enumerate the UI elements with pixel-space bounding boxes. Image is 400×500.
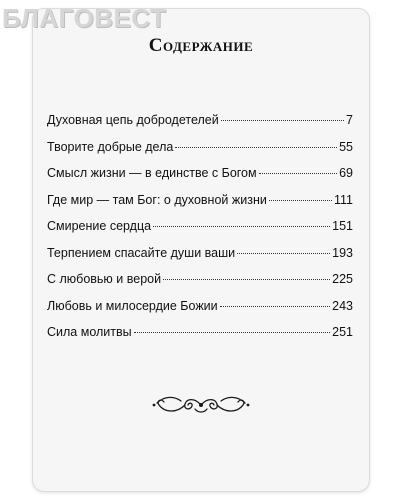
- toc-entry-title: Смирение сердца: [47, 219, 152, 233]
- toc-entry-title: С любовью и верой: [47, 272, 162, 286]
- dot-leader: [175, 147, 337, 148]
- toc-entry-page: 243: [332, 298, 353, 313]
- toc-entry-page: 225: [332, 272, 353, 286]
- toc-entry: [47, 325, 353, 352]
- toc-entry-page: 251: [332, 325, 353, 339]
- dot-leader: [269, 200, 332, 201]
- toc-entry: [47, 272, 353, 299]
- dot-leader: [220, 306, 330, 307]
- toc-entry-page: 151: [332, 219, 353, 233]
- watermark-logo: БЛАГОВЕСТ: [2, 3, 167, 33]
- toc-entry: [47, 219, 353, 246]
- toc-entry: [47, 113, 353, 140]
- dot-leader: [163, 279, 330, 280]
- dot-leader: [259, 173, 337, 174]
- toc-entry-title: Где мир — там Бог: о духовной жизни: [47, 192, 267, 207]
- toc-entry-page: 55: [339, 139, 353, 154]
- toc-entry: [47, 246, 353, 273]
- toc-entry-page: 69: [339, 166, 353, 180]
- toc-entry-title: Терпением спасайте души ваши: [47, 245, 236, 260]
- toc-entry-page: 7: [346, 113, 353, 127]
- toc-entry-title: Творите добрые дела: [47, 139, 174, 154]
- toc-entry-title: Любовь и милосердие Божии: [47, 298, 218, 313]
- page-title: Содержание: [148, 35, 254, 56]
- toc-entry: [47, 299, 353, 326]
- dot-leader: [134, 332, 331, 333]
- flourish-ornament-icon: [151, 393, 251, 417]
- toc-entry: [47, 193, 353, 220]
- table-of-contents: [47, 113, 353, 352]
- dot-leader: [221, 120, 344, 121]
- toc-entry-title: Смысл жизни — в единстве с Богом: [47, 166, 257, 180]
- dot-leader: [153, 226, 330, 227]
- dot-leader: [237, 253, 330, 254]
- toc-entry-page: 193: [332, 245, 353, 260]
- toc-entry: [47, 140, 353, 167]
- toc-entry-title: Сила молитвы: [47, 325, 132, 339]
- toc-entry: [47, 166, 353, 193]
- toc-entry-page: 111: [333, 192, 353, 207]
- book-page: [32, 8, 370, 492]
- toc-entry-title: Духовная цепь добродетелей: [47, 113, 219, 127]
